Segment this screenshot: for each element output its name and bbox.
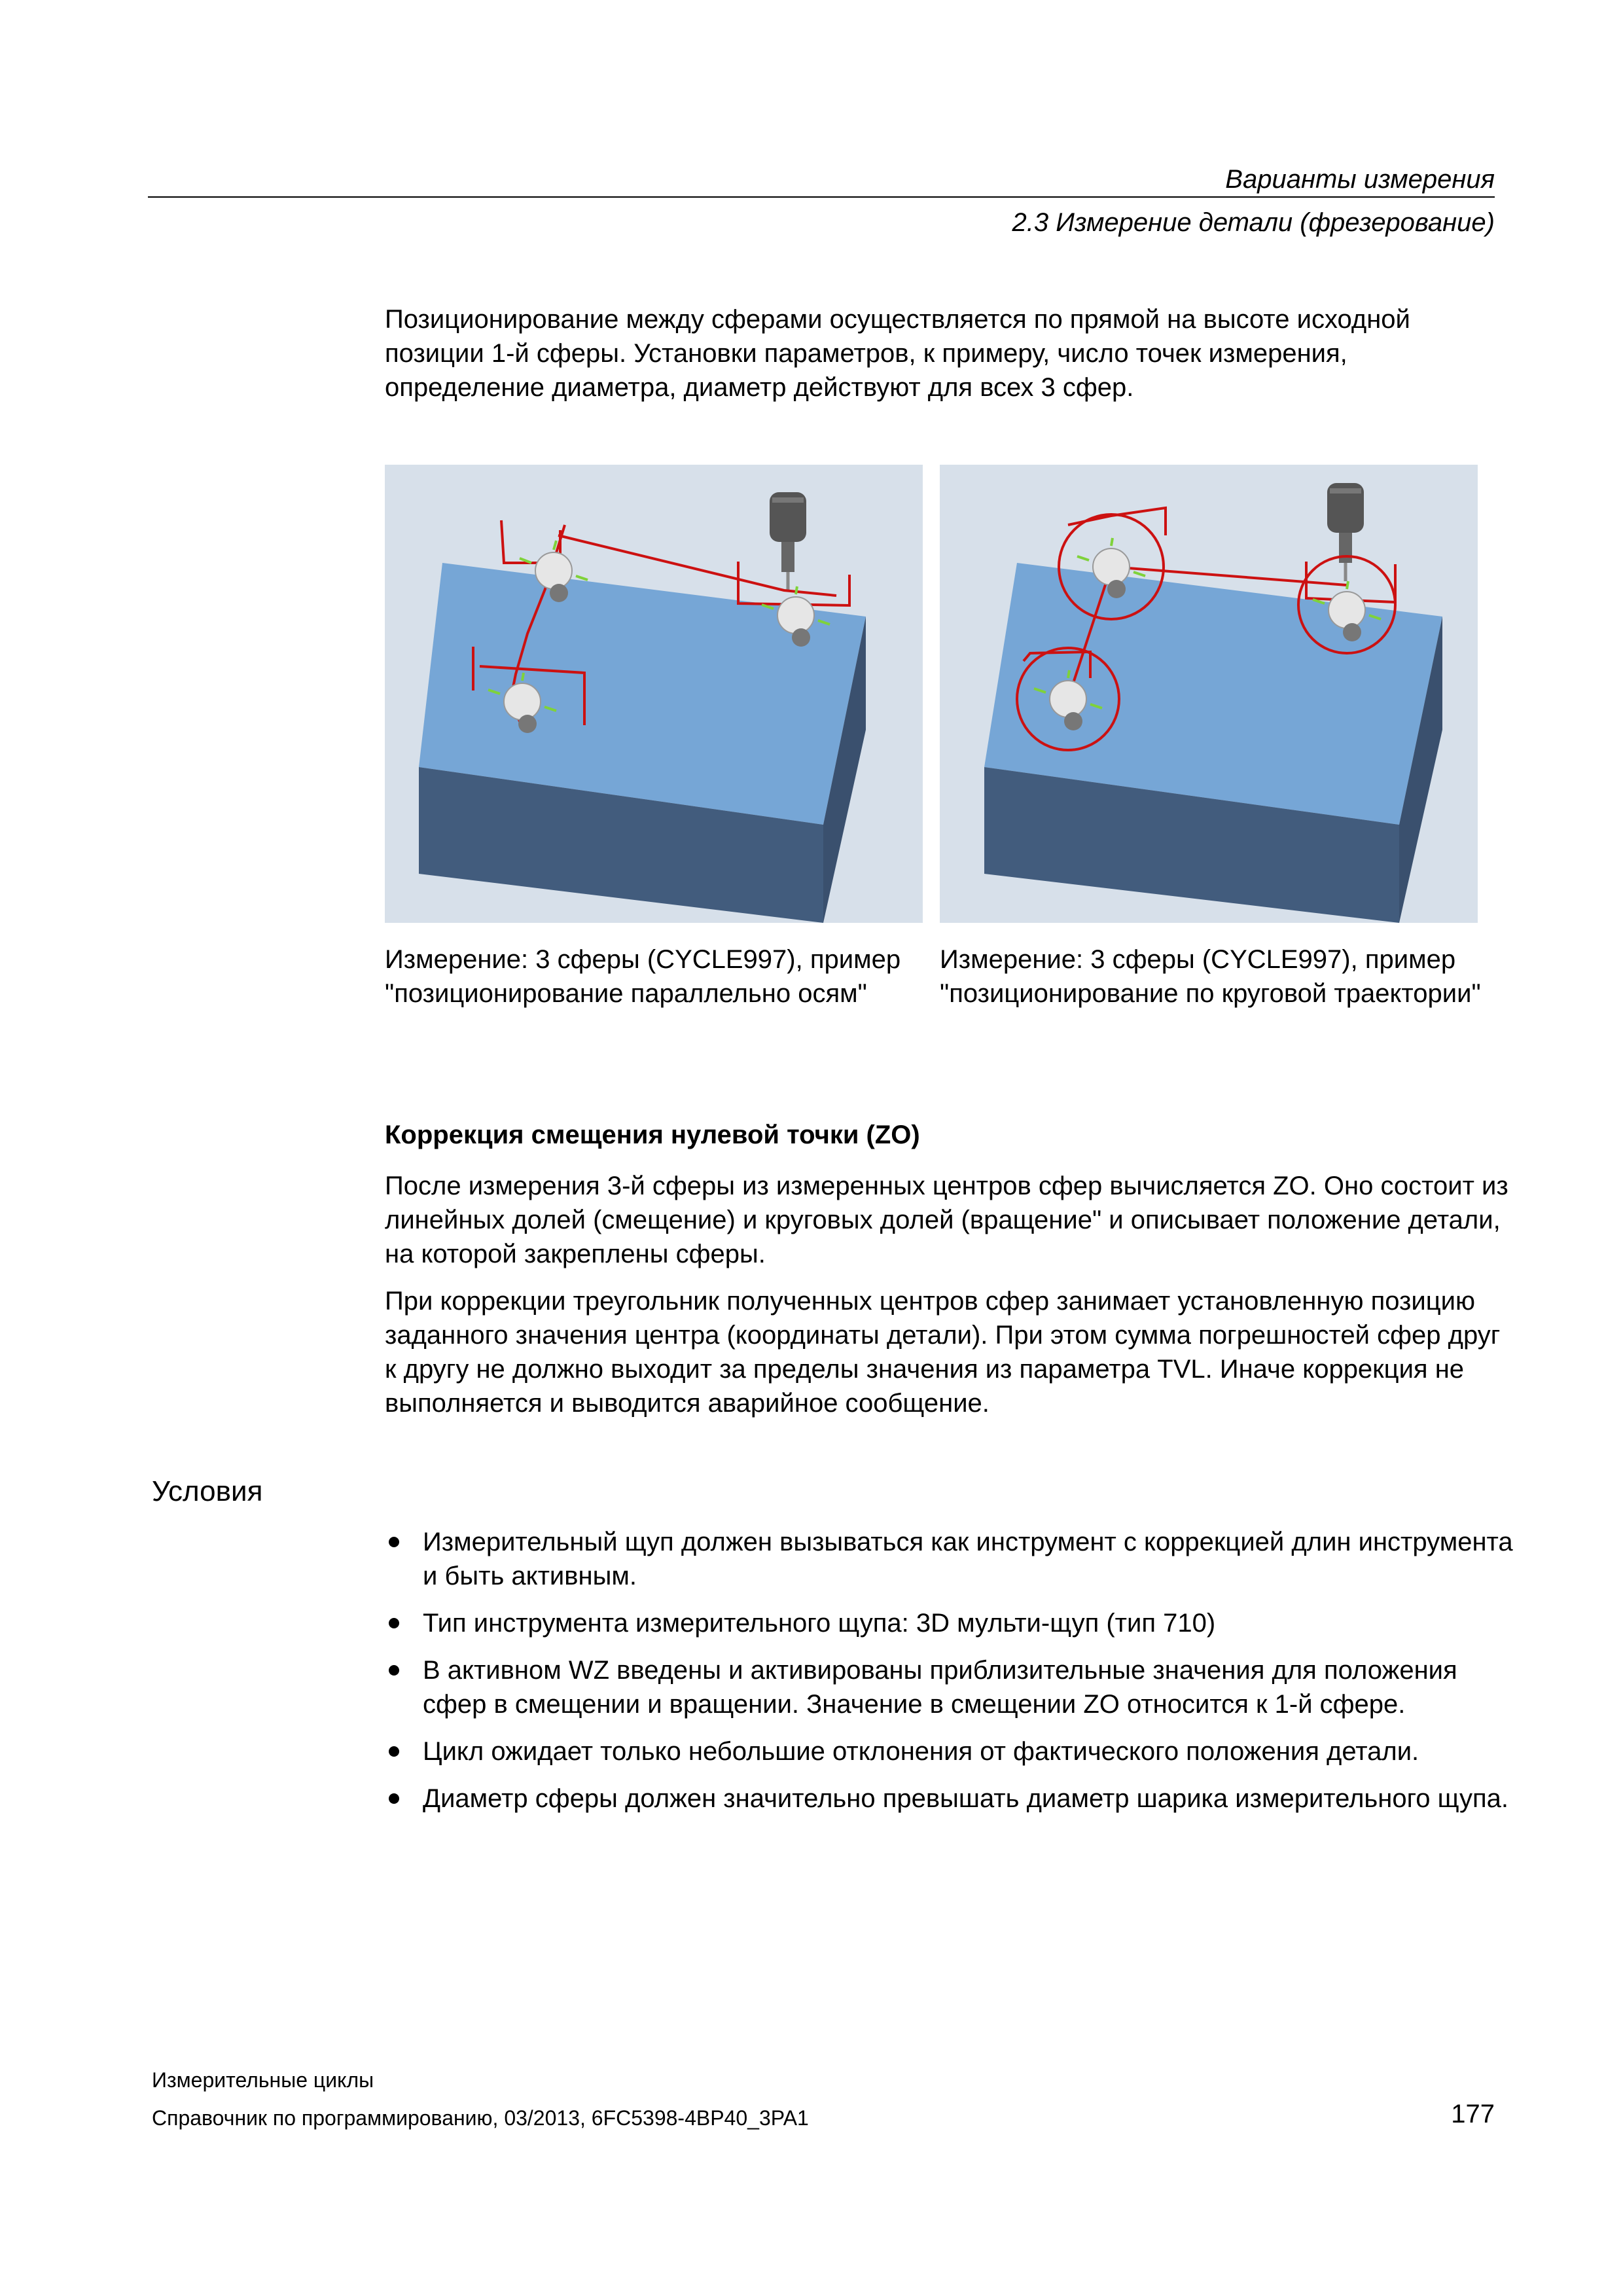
list-item <box>385 1734 1517 1768</box>
conditions-title: Условия <box>152 1475 263 1507</box>
zo-paragraph-1: После измерения 3-й сферы из измеренных центров сфер вычисляется ZO. Оно состоит из линейных долей (смещение) и круговых долей (вращение" и описывает положение детали, на которой закреплены сферы. <box>385 1172 1508 1268</box>
condition-text: В активном WZ введены и активированы приблизительные значения для положения сфер в смещении и вращении. Значение в смещении ZO относится к 1-й сфере. <box>423 1656 1457 1719</box>
bullet-icon <box>389 1618 399 1628</box>
figure-axis-parallel-illustration <box>385 465 923 923</box>
bullet-icon <box>389 1746 399 1757</box>
footer-line-2: Справочник по программированию, 03/2013, 6FC5398-4BP40_3PA1 <box>152 2106 809 2130</box>
zo-section-body <box>385 1169 1517 1420</box>
footer-line-1: Измерительные циклы <box>152 2068 374 2092</box>
zo-paragraph-2: При коррекции треугольник полученных центров сфер занимает установленную позицию заданного значения центра (координаты детали). При этом сумма погрешностей сфер друг к другу не должно выходит за пределы значения из параметра TVL. Иначе коррекция не выполняется и выводится аварийное сообщение. <box>385 1287 1501 1418</box>
bullet-icon <box>389 1537 399 1547</box>
figure-axis-parallel <box>385 465 923 923</box>
condition-text: Цикл ожидает только небольшие отклонения от фактического положения детали. <box>423 1737 1419 1766</box>
header-rule <box>148 196 1495 198</box>
list-item <box>385 1525 1517 1593</box>
figure-caption-2: Измерение: 3 сферы (CYCLE997), пример "позиционирование по круговой траектории" <box>940 945 1481 1008</box>
header-chapter: Варианты измерения <box>1225 165 1495 194</box>
figure-caption-1: Измерение: 3 сферы (CYCLE997), пример "позиционирование параллельно осям" <box>385 945 901 1008</box>
header-section: 2.3 Измерение детали (фрезерование) <box>1012 208 1495 237</box>
condition-text: Измерительный щуп должен вызываться как инструмент с коррекцией длин инструмента и быть активным. <box>423 1528 1513 1590</box>
zo-section-title: Коррекция смещения нулевой точки (ZO) <box>385 1121 920 1149</box>
probe-icon <box>770 492 806 590</box>
probe-icon <box>1327 483 1364 581</box>
list-item <box>385 1606 1517 1640</box>
list-item <box>385 1653 1517 1721</box>
bullet-icon <box>389 1665 399 1676</box>
conditions-list <box>385 1525 1517 1829</box>
figure-circular-illustration <box>940 465 1478 923</box>
page-number: 177 <box>1451 2100 1495 2128</box>
figure-circular <box>940 465 1478 923</box>
condition-text: Тип инструмента измерительного щупа: 3D мульти-щуп (тип 710) <box>423 1609 1216 1638</box>
condition-text: Диаметр сферы должен значительно превышать диаметр шарика измерительного щупа. <box>423 1784 1509 1813</box>
intro-paragraph: Позиционирование между сферами осуществляется по прямой на высоте исходной позиции 1-й сферы. Установки параметров, к примеру, число точек измерения, определение диаметра, диаметр действуют для всех 3 сфер. <box>385 305 1410 402</box>
list-item <box>385 1782 1517 1816</box>
bullet-icon <box>389 1793 399 1804</box>
